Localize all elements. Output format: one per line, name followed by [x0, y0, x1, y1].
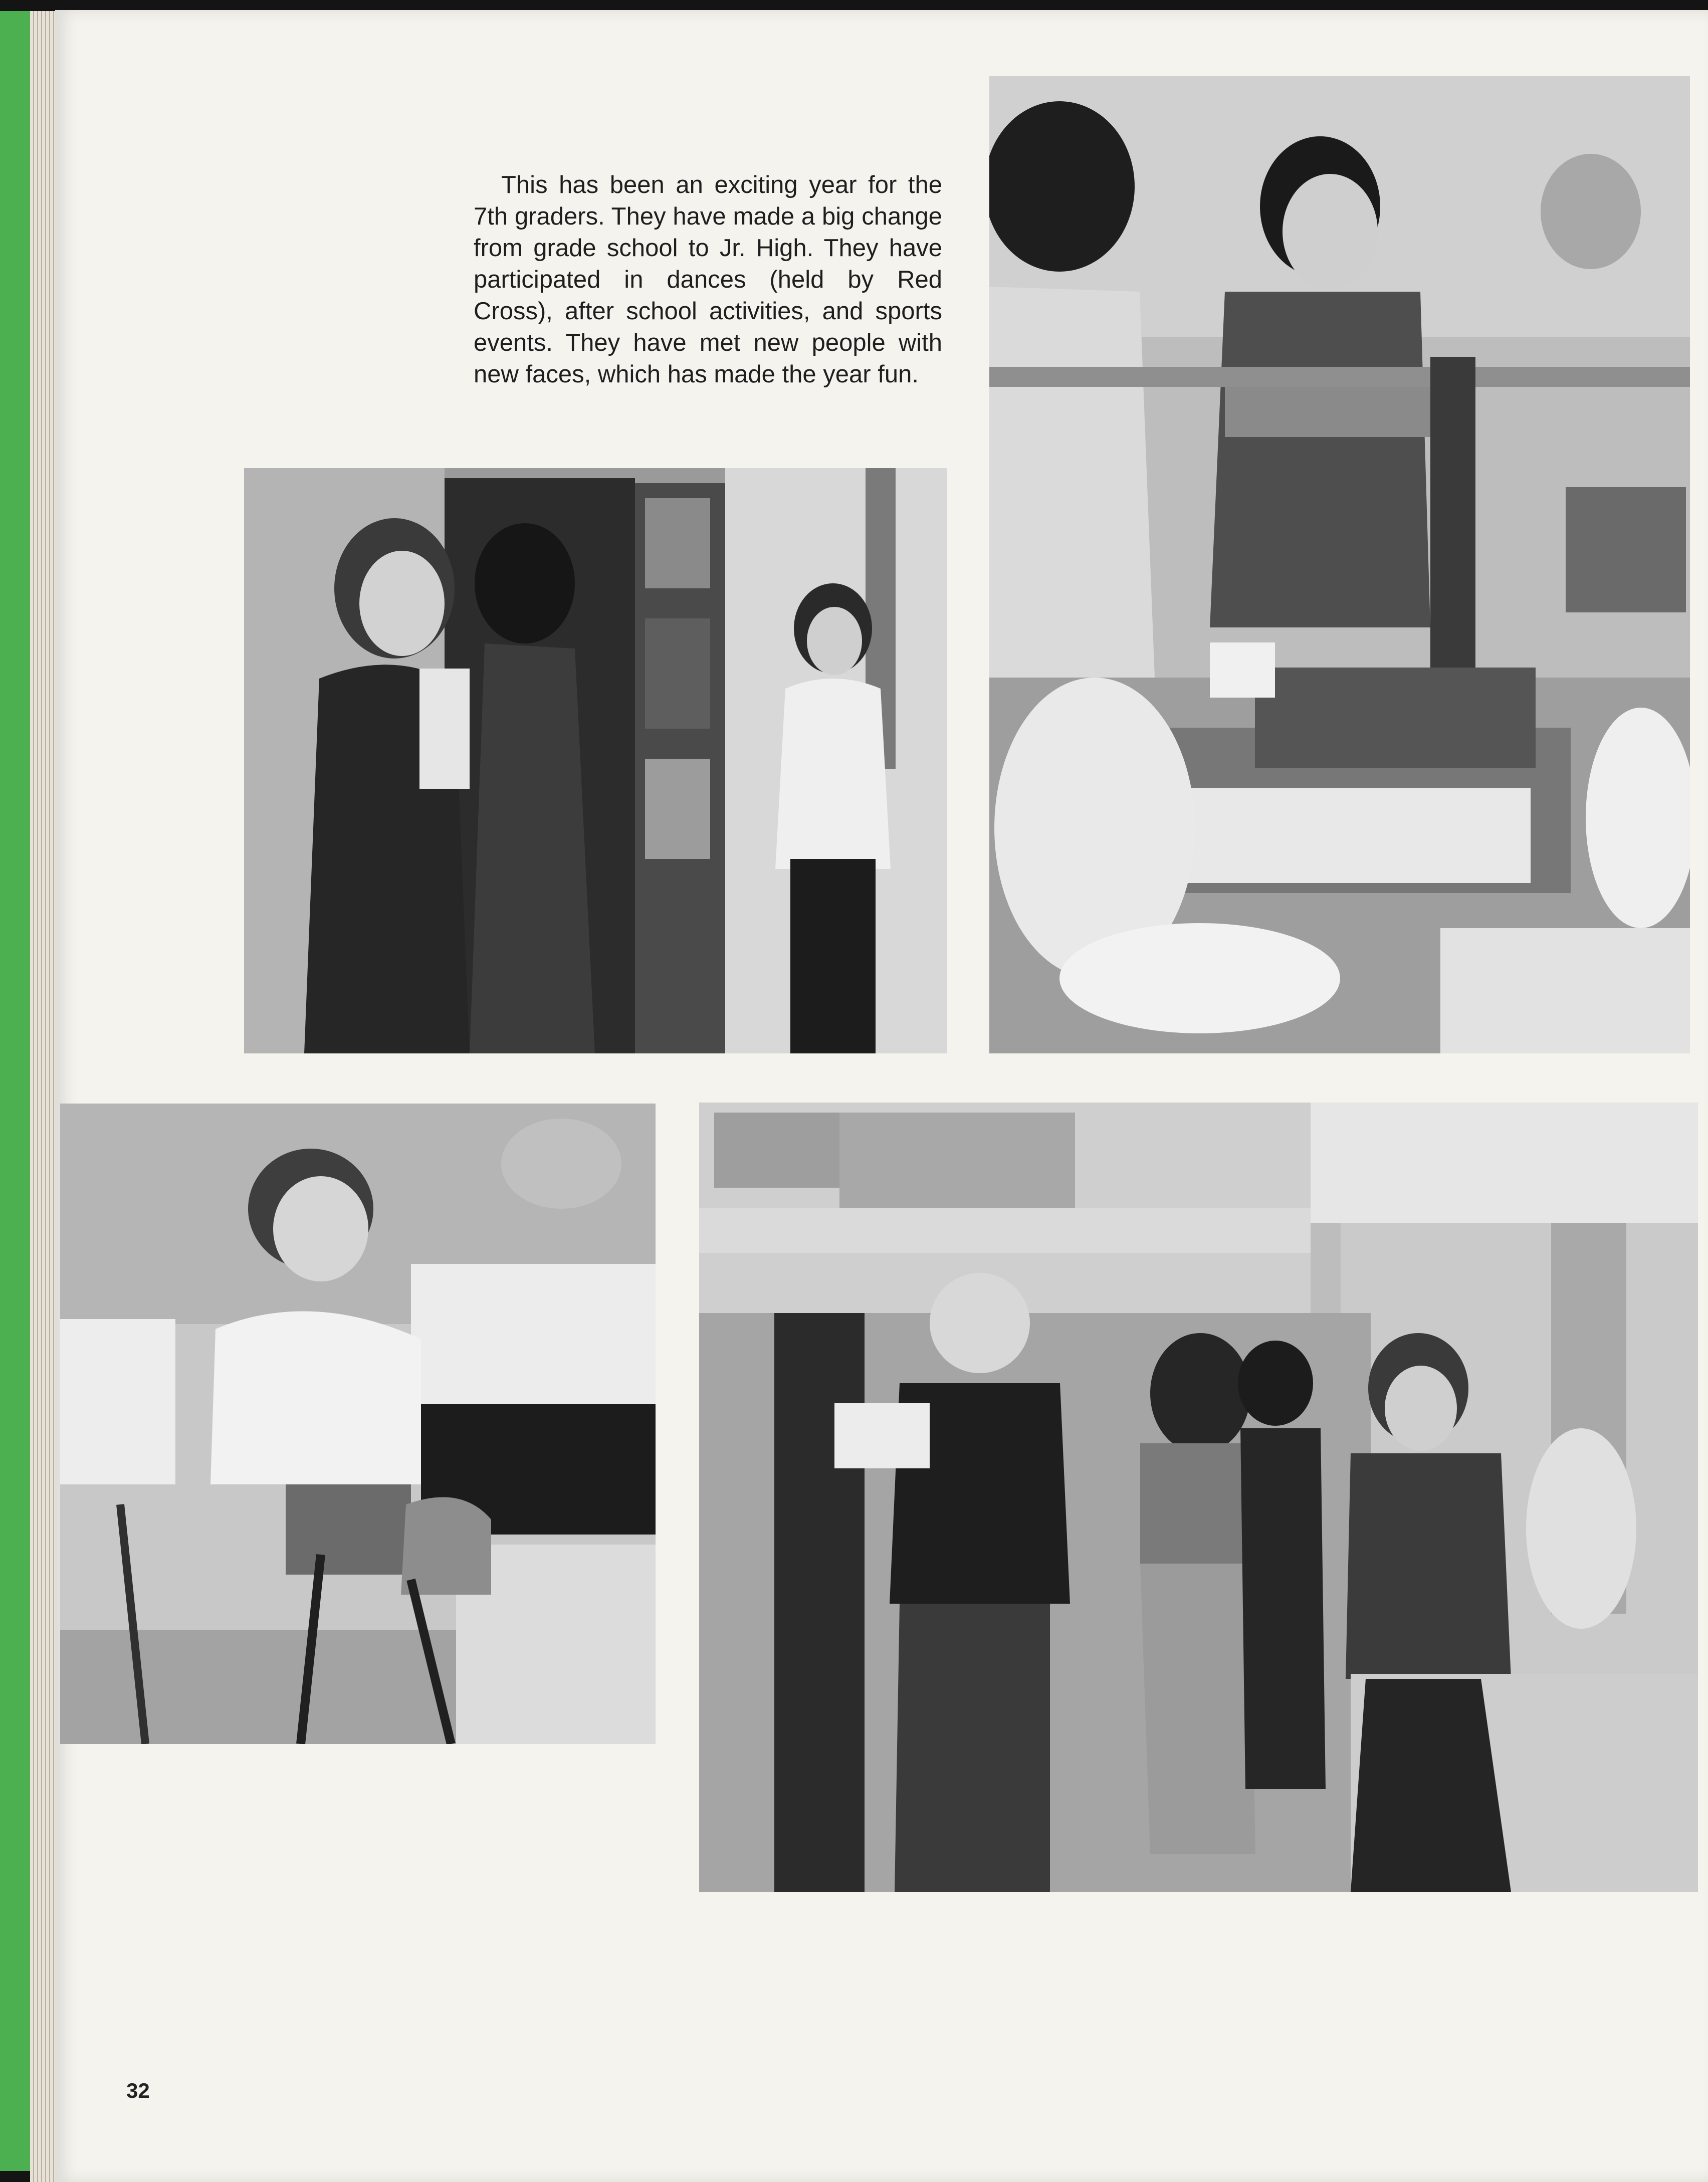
page-number: 32 — [126, 2079, 150, 2102]
boy-at-table-photo — [60, 1104, 656, 1744]
intro-paragraph: This has been an exciting year for the 7th graders. They have made a big change from grade school to Jr. High. They have participated in dances (held by Red Cross), after school activities, and sports events. They have met new people with new faces, which has made the year fun. — [474, 171, 942, 388]
lockers-students-photo — [244, 468, 947, 1053]
cafeteria-line-photo — [989, 76, 1690, 1053]
hallway-lockers-photo — [699, 1103, 1698, 1892]
